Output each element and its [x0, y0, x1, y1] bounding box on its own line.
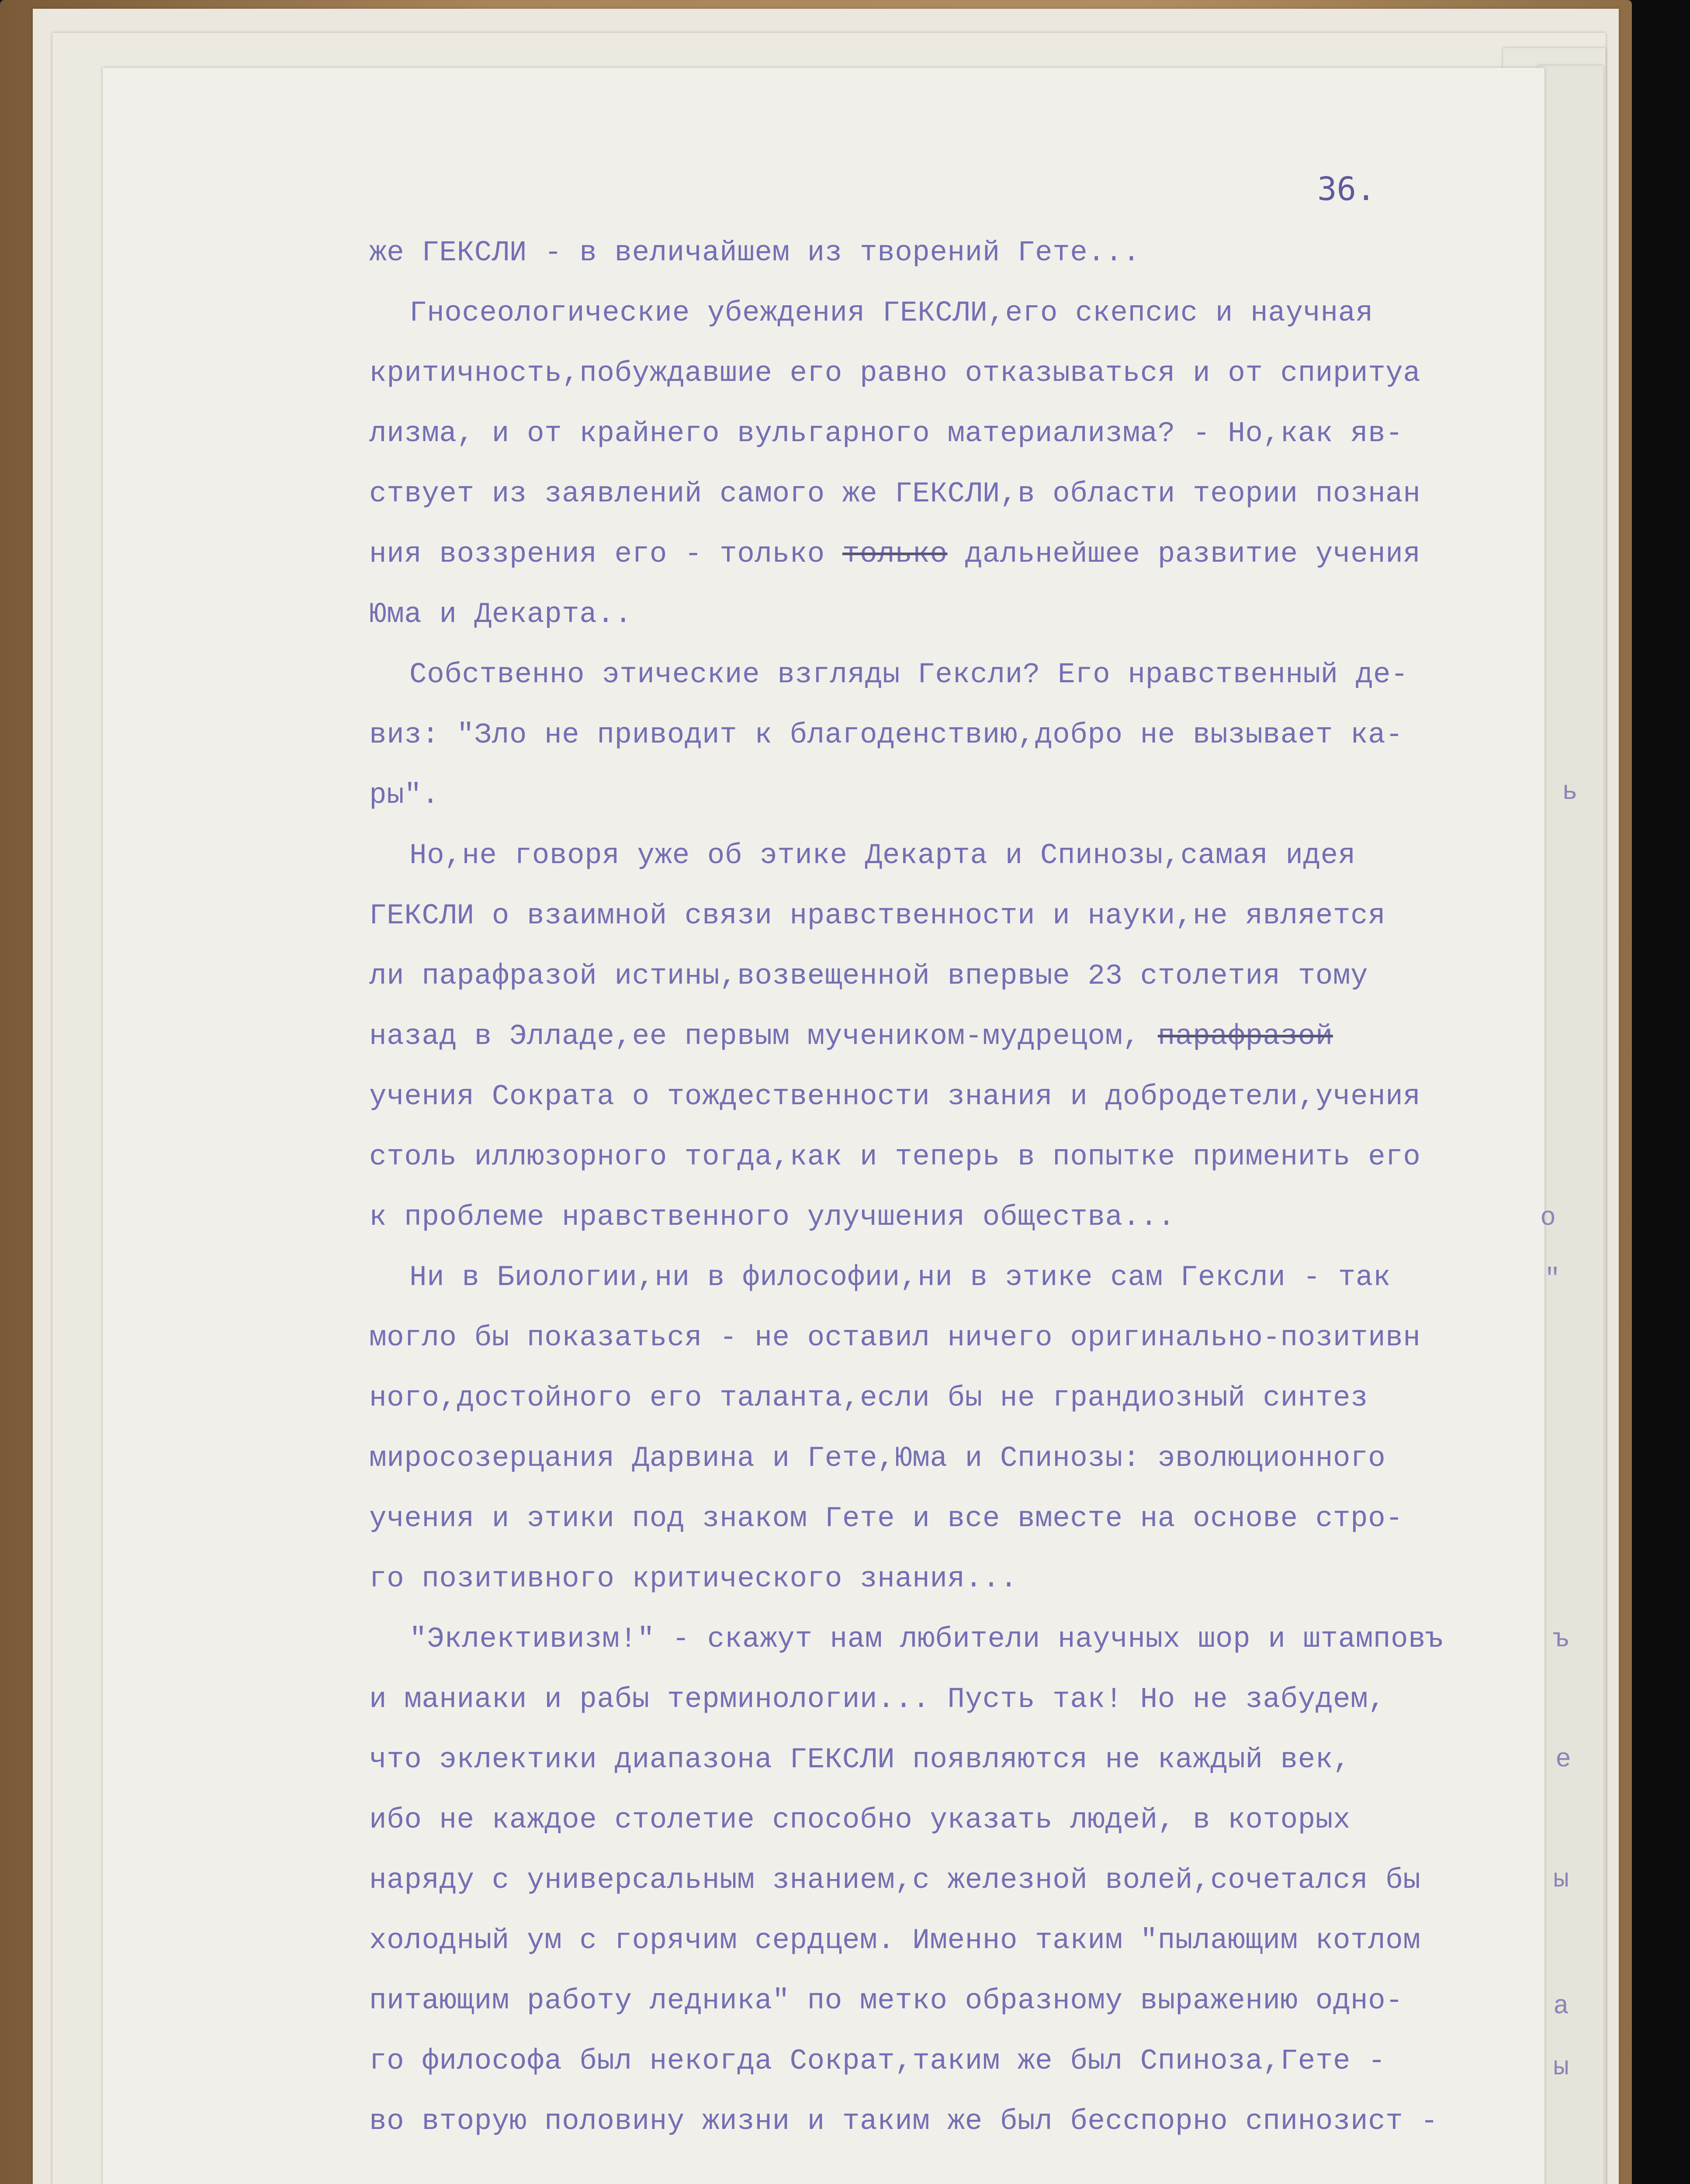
text-line: к проблеме нравственного улучшения общества...: [369, 1201, 1175, 1234]
text-line: [369, 1006, 1549, 1067]
text-line: го позитивного критического знания...: [369, 1562, 1018, 1595]
struck-out-word: парафразой: [1157, 1020, 1333, 1053]
typescript-body: [369, 223, 1549, 2152]
margin-bleed-mark: ы: [1553, 2053, 1569, 2083]
text-line: лизма, и от крайнего вульгарного материализма? - Но,как яв-: [369, 417, 1403, 450]
text-line: "Эклективизм!" - скажут нам любители научных шор и штамповъ: [409, 1623, 1444, 1655]
text-line: столь иллюзорного тогда,как и теперь в попытке применить его: [369, 1140, 1421, 1173]
text-line: Гносеологические убеждения ГЕКСЛИ,его скепсис и научная: [409, 297, 1373, 329]
text-line: питающим работу ледника" по метко образному выражению одно-: [369, 1984, 1403, 2017]
text-line: наряду с универсальным знанием,с железной волей,сочетался бы: [369, 1864, 1421, 1897]
struck-out-word: только: [842, 538, 948, 570]
text-segment: ния воззрения его - только: [369, 538, 825, 570]
text-line: же ГЕКСЛИ - в величайшем из творений Гете...: [369, 236, 1140, 269]
text-line: учения и этики под знаком Гете и все вместе на основе стро-: [369, 1502, 1403, 1535]
text-line: [369, 524, 1549, 584]
text-line: могло бы показаться - не оставил ничего оригинально-позитивн: [369, 1321, 1421, 1354]
text-line: Собственно этические взгляды Гексли? Его нравственный де-: [409, 658, 1409, 691]
text-line: миросозерцания Дарвина и Гете,Юма и Спинозы: эволюционного: [369, 1442, 1386, 1475]
text-line: ГЕКСЛИ о взаимной связи нравственности и науки,не является: [369, 899, 1386, 932]
text-line: во вторую половину жизни и таким же был бесспорно спинозист -: [369, 2105, 1438, 2138]
margin-bleed-mark: ": [1545, 1265, 1561, 1294]
text-line: ры".: [369, 779, 440, 812]
text-line: критичность,побуждавшие его равно отказываться и от спиритуа: [369, 357, 1421, 390]
text-line: виз: "Зло не приводит к благоденствию,добро не вызывает ка-: [369, 719, 1403, 751]
margin-bleed-mark: о: [1540, 1203, 1556, 1233]
text-line: и маниаки и рабы терминологии... Пусть так! Но не забудем,: [369, 1683, 1386, 1716]
page-number: 36.: [1317, 170, 1376, 208]
text-line: Юма и Декарта..: [369, 598, 632, 631]
text-line: учения Сократа о тождественности знания и добродетели,учения: [369, 1080, 1421, 1113]
text-segment: назад в Элладе,ее первым мучеником-мудрецом,: [369, 1020, 1140, 1053]
text-segment: дальнейшее развитие учения: [947, 538, 1421, 570]
margin-bleed-mark: а: [1553, 1992, 1569, 2022]
margin-bleed-mark: е: [1555, 1745, 1572, 1775]
text-line: ли парафразой истины,возвещенной впервые 23 столетия тому: [369, 960, 1368, 992]
text-line: ного,достойного его таланта,если бы не грандиозный синтез: [369, 1382, 1368, 1414]
text-line: Ни в Биологии,ни в философии,ни в этике сам Гексли - так: [409, 1261, 1391, 1294]
text-line: го философа был некогда Сократ,таким же был Спиноза,Гете -: [369, 2045, 1386, 2077]
text-line: холодный ум с горячим сердцем. Именно таким "пылающим котлом: [369, 1924, 1421, 1957]
text-line: Но,не говоря уже об этике Декарта и Спинозы,самая идея: [409, 839, 1356, 872]
margin-bleed-mark: ы: [1553, 1865, 1569, 1895]
text-line: что эклектики диапазона ГЕКСЛИ появляются не каждый век,: [369, 1743, 1351, 1776]
margin-bleed-mark: ъ: [1553, 1625, 1569, 1655]
margin-bleed-mark: ь: [1562, 778, 1578, 807]
text-line: ствует из заявлений самого же ГЕКСЛИ,в области теории познан: [369, 477, 1421, 510]
text-line: ибо не каждое столетие способно указать людей, в которых: [369, 1804, 1351, 1836]
